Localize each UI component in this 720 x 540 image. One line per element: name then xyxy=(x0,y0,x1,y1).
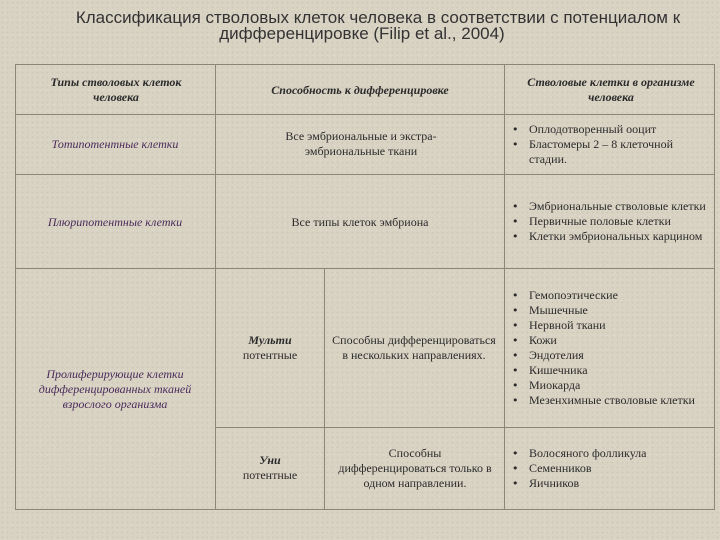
list-item: • Клетки эмбриональных карцином xyxy=(509,229,706,244)
type-totipotent: Тотипотентные клетки xyxy=(51,136,179,151)
list-item: • Кожи xyxy=(509,333,695,348)
ability-totipotent: Все эмбриональные и экстра-эмбриональные ткани xyxy=(285,129,437,158)
list-item: • Мышечные xyxy=(509,303,695,318)
row-divider-totipotent xyxy=(15,174,715,175)
list-multipotent xyxy=(509,288,695,408)
label-multipotent-rest: потентные xyxy=(242,348,298,362)
title-line-2: дифференцировке (Filip et al., 2004) xyxy=(219,24,505,43)
ability-unipotent: Способны дифференцироваться только в одном направлении. xyxy=(338,445,492,490)
list-item: • Эмбриональные стволовые клетки xyxy=(509,199,706,214)
list-item: • Гемопоэтические xyxy=(509,288,695,303)
ability-pluripotent: Все типы клеток эмбриона xyxy=(291,214,429,229)
list-totipotent xyxy=(509,122,713,167)
label-unipotent-bold: Уни xyxy=(259,453,281,467)
list-pluripotent xyxy=(509,199,706,244)
list-item: • Нервной ткани xyxy=(509,318,695,333)
list-unipotent xyxy=(509,446,647,491)
list-item: • Первичные половые клетки xyxy=(509,214,706,229)
row-divider-header xyxy=(15,114,715,115)
header-types: Типы стволовых клеток человека xyxy=(50,75,182,104)
row-divider-multi xyxy=(215,427,715,428)
list-item: • Эндотелия xyxy=(509,348,695,363)
title-line-1: Классификация стволовых клеток человека в соответствии с потенциалом к xyxy=(75,8,681,27)
list-item: • Кишечника xyxy=(509,363,695,378)
table-border-bottom xyxy=(15,509,715,510)
list-item: • Семенников xyxy=(509,461,647,476)
label-multipotent xyxy=(219,272,321,424)
cells-totipotent xyxy=(505,118,713,170)
label-multipotent-bold: Мульти xyxy=(248,333,292,347)
table-border-top xyxy=(15,64,715,65)
cells-pluripotent xyxy=(505,176,713,266)
table-border-right xyxy=(714,64,715,510)
header-ability: Способность к дифференцировке xyxy=(271,82,449,97)
cells-unipotent xyxy=(505,430,713,506)
list-item: • Бластомеры 2 – 8 клеточной стадии. xyxy=(509,137,713,167)
classification-table xyxy=(15,64,715,510)
label-unipotent xyxy=(219,430,321,506)
type-proliferating: Пролиферирующие клетки дифференцированных тканей взрослого организма xyxy=(38,366,192,411)
table-border-left xyxy=(15,64,16,510)
list-item: • Яичников xyxy=(509,476,647,491)
list-item: • Волосяного фолликула xyxy=(509,446,647,461)
type-pluripotent: Плюрипотентные клетки xyxy=(47,214,183,229)
sub-column-divider xyxy=(324,268,325,510)
cells-multipotent xyxy=(505,272,713,424)
column-divider-1 xyxy=(215,64,216,510)
row-divider-pluripotent xyxy=(15,268,715,269)
ability-multipotent: Способны дифференцироваться в нескольких направлениях. xyxy=(332,333,496,362)
list-item: • Миокарда xyxy=(509,378,695,393)
list-item: • Мезенхимные стволовые клетки xyxy=(509,393,695,408)
header-organism: Стволовые клетки в организме человека xyxy=(527,75,695,104)
list-item: • Оплодотворенный ооцит xyxy=(509,122,713,137)
label-unipotent-rest: потентные xyxy=(242,468,298,482)
page-title xyxy=(0,10,720,42)
